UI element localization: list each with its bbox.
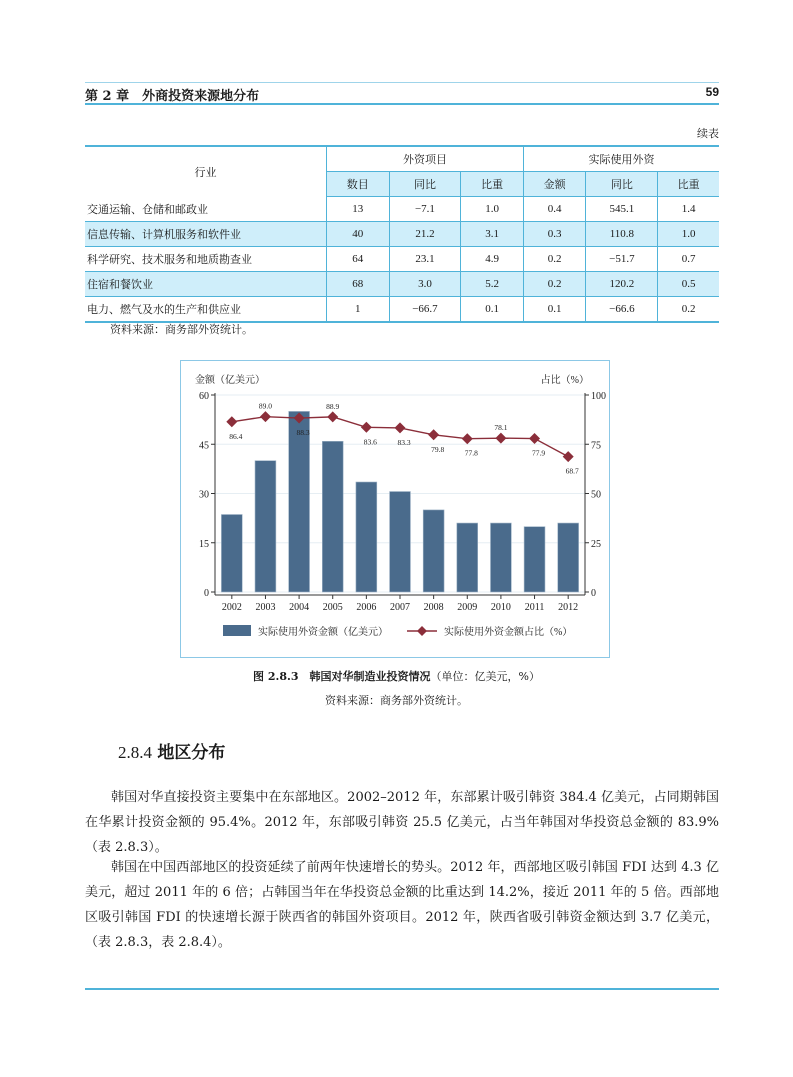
table-row (85, 272, 719, 297)
bar (558, 523, 579, 592)
caption-title: 韩国对华制造业投资情况 (309, 670, 431, 683)
header-share: 比重 (461, 172, 524, 197)
value-cell: 23.1 (389, 247, 461, 272)
value-cell: 1.4 (658, 197, 719, 222)
value-cell: 40 (327, 222, 390, 247)
left-tick-label: 30 (199, 489, 209, 501)
value-cell: 120.2 (586, 272, 658, 297)
x-tick-label: 2007 (390, 602, 410, 613)
section-title: 地区分布 (157, 743, 226, 763)
data-label: 78.1 (494, 423, 508, 433)
paragraph: 韩国在中国西部地区的投资延续了前两年快速增长的势头。2012 年，西部地区吸引韩国 FDI 达到 4.3 亿美元，超过 2011 年的 6 倍；占韩国当年在华投资总金额的比重达到 14.2%，接近 2011 年的 5 倍。西部地区吸引韩国 FDI 的快速增长源于陕西省的韩国外资项目。2012 年，陕西省吸引韩资金额达到 3.7 亿美元，（表 2.8.3，表 2.8.4）。 (85, 860, 719, 950)
paragraph: 韩国对华直接投资主要集中在东部地区。2002–2012 年，东部累计吸引韩资 384.4 亿美元，占同期韩国在华累计投资金额的 95.4%。2012 年，东部吸引韩资 25.5 亿美元，占当年韩国对华投资总金额的 83.9%（表 2.8.3）。 (85, 790, 719, 855)
x-tick-label: 2008 (423, 602, 444, 613)
value-cell: −66.6 (586, 297, 658, 323)
legend-bar-swatch (223, 625, 251, 636)
x-tick-label: 2006 (356, 602, 377, 613)
header-top-rule (85, 82, 719, 83)
data-label: 83.3 (397, 437, 411, 447)
value-cell: 0.1 (461, 297, 524, 323)
left-tick-label: 15 (199, 538, 209, 550)
data-label: 83.6 (363, 437, 377, 447)
header-amount: 金额 (523, 172, 586, 197)
share-marker (226, 416, 237, 427)
figure-source: 资料来源：商务部外资统计。 (325, 694, 468, 707)
value-cell: −7.1 (389, 197, 461, 222)
data-label: 89.0 (258, 401, 273, 411)
bar (356, 482, 377, 592)
share-marker (361, 422, 372, 433)
industry-cell: 交通运输、仓储和邮政业 (87, 202, 208, 216)
right-tick-label: 75 (591, 440, 601, 452)
industry-cell: 住宿和餐饮业 (87, 278, 153, 291)
value-cell: 4.9 (461, 247, 524, 272)
header-yoy-2: 同比 (586, 172, 658, 197)
running-header (85, 85, 719, 105)
table-row (85, 297, 719, 323)
right-tick-label: 50 (591, 489, 601, 501)
bar (289, 411, 310, 592)
bar (524, 527, 545, 592)
x-tick-label: 2005 (322, 602, 343, 613)
value-cell: 64 (327, 247, 390, 272)
right-tick-label: 100 (591, 391, 606, 402)
value-cell: 0.4 (523, 197, 586, 222)
left-tick-label: 60 (199, 391, 209, 402)
table-row (85, 197, 719, 222)
chapter-title: 第 2 章 外商投资来源地分布 (85, 89, 260, 104)
data-label: 86.4 (229, 431, 243, 441)
header-actual-foreign-capital: 实际使用外资 (523, 146, 719, 172)
bar (221, 515, 242, 592)
legend-bar-label: 实际使用外资金额（亿美元） (258, 627, 388, 638)
table-row (85, 247, 719, 272)
share-marker (260, 411, 271, 422)
x-tick-label: 2009 (457, 602, 478, 613)
table-source: 资料来源：商务部外资统计。 (110, 323, 253, 336)
data-label: 77.9 (531, 448, 546, 458)
left-tick-label: 0 (204, 588, 209, 599)
share-marker (563, 451, 574, 462)
left-axis-label: 金额（亿美元） (195, 375, 265, 386)
data-label: 88.3 (296, 428, 310, 438)
right-axis-label: 占比（%） (540, 375, 589, 386)
value-cell: −51.7 (586, 247, 658, 272)
x-tick-label: 2011 (524, 602, 545, 613)
section-number: 2.8.4 (118, 743, 152, 762)
value-cell: 545.1 (586, 197, 658, 222)
right-tick-label: 25 (591, 538, 601, 550)
bar (457, 523, 478, 592)
value-cell: 0.2 (523, 272, 586, 297)
data-label: 77.8 (464, 448, 478, 458)
share-marker (462, 433, 473, 444)
value-cell: 21.2 (389, 222, 461, 247)
x-tick-label: 2002 (221, 602, 242, 613)
header-industry: 行业 (85, 146, 327, 197)
caption-unit: （单位：亿美元，%） (430, 670, 540, 683)
table-continued-label: 续表 (697, 127, 719, 140)
share-marker (395, 422, 406, 433)
header-count: 数目 (327, 172, 390, 197)
bar (322, 441, 343, 592)
value-cell: 3.0 (389, 272, 461, 297)
data-label: 79.8 (431, 444, 445, 454)
value-cell: 0.2 (523, 247, 586, 272)
data-label: 88.9 (326, 401, 340, 411)
value-cell: 0.1 (523, 297, 586, 323)
value-cell: 0.5 (658, 272, 719, 297)
data-label: 68.7 (565, 466, 579, 476)
combo-chart (181, 361, 609, 657)
industry-cell: 科学研究、技术服务和地质勘查业 (87, 253, 252, 266)
caption-number: 图 2.8.3 (253, 670, 299, 683)
x-tick-label: 2004 (289, 602, 310, 613)
industry-cell: 信息传输、计算机服务和软件业 (87, 228, 241, 241)
share-marker (428, 429, 439, 440)
header-foreign-projects: 外资项目 (327, 146, 524, 172)
value-cell: 0.2 (658, 297, 719, 323)
figure-frame (180, 360, 610, 658)
bar (390, 492, 411, 592)
value-cell: −66.7 (389, 297, 461, 323)
x-tick-label: 2010 (490, 602, 511, 613)
header-share-2: 比重 (658, 172, 719, 197)
right-tick-label: 0 (591, 588, 596, 599)
value-cell: 0.3 (523, 222, 586, 247)
share-marker (495, 433, 506, 444)
page-number: 59 (705, 85, 719, 99)
bar (423, 510, 444, 592)
value-cell: 0.7 (658, 247, 719, 272)
figure-caption (0, 668, 793, 684)
table-row (85, 222, 719, 247)
industry-table (85, 145, 719, 323)
x-tick-label: 2003 (255, 602, 276, 613)
industry-cell: 电力、燃气及水的生产和供应业 (87, 303, 241, 316)
bar (255, 461, 276, 592)
section-heading (118, 738, 225, 763)
value-cell: 5.2 (461, 272, 524, 297)
value-cell: 1.0 (658, 222, 719, 247)
legend-marker-swatch (417, 626, 427, 636)
value-cell: 110.8 (586, 222, 658, 247)
share-marker (529, 433, 540, 444)
x-tick-label: 2012 (558, 602, 579, 613)
header-yoy: 同比 (389, 172, 461, 197)
legend-line-label: 实际使用外资金额占比（%） (444, 627, 573, 638)
value-cell: 1.0 (461, 197, 524, 222)
footer-rule (85, 988, 719, 990)
value-cell: 68 (327, 272, 390, 297)
value-cell: 13 (327, 197, 390, 222)
value-cell: 1 (327, 297, 390, 323)
bar (490, 523, 511, 592)
left-tick-label: 45 (199, 440, 209, 452)
value-cell: 3.1 (461, 222, 524, 247)
share-marker (327, 411, 338, 422)
